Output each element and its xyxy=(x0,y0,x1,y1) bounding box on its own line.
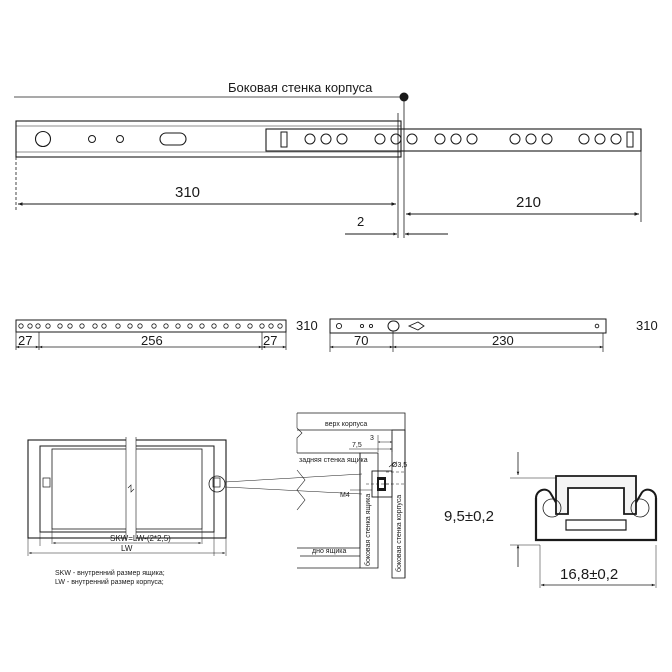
dim-210: 210 xyxy=(516,194,542,211)
profile-width: 16,8±0,2 xyxy=(560,566,619,583)
dim-310: 310 xyxy=(175,184,201,201)
back-wall-label: задняя стенка ящика xyxy=(299,457,368,464)
rail-b-length: 310 xyxy=(636,318,658,333)
top-of-case-label: верх корпуса xyxy=(325,421,368,428)
rail-a-drawing xyxy=(16,318,318,350)
dim-2: 2 xyxy=(357,214,365,229)
skw-formula: SKW=LW-(2*2,5) xyxy=(110,534,171,543)
dim-3: 3 xyxy=(370,435,374,442)
case-side-wall-label: боковая стенка корпуса xyxy=(396,494,403,572)
hole-diameter: Ø3,5 xyxy=(392,462,408,469)
rail-a-length: 310 xyxy=(296,318,318,333)
side-wall-title: Боковая стенка корпуса xyxy=(228,80,373,95)
mounting-detail xyxy=(297,413,407,578)
detail-callout-circle xyxy=(209,476,225,492)
note-lw: LW - внутренний размер корпуса; xyxy=(55,579,164,586)
lw-label: LW xyxy=(121,544,133,553)
outer-rail-body xyxy=(16,121,401,157)
top-rail-drawing xyxy=(14,80,641,238)
profile-height: 9,5±0,2 xyxy=(444,508,494,525)
drawer-bottom-label: дно ящика xyxy=(312,548,347,555)
rail-b-body xyxy=(330,319,606,333)
dim-256: 256 xyxy=(141,333,163,348)
dim-230: 230 xyxy=(492,333,514,348)
rail-profile-section xyxy=(444,452,656,588)
inner-rail-body xyxy=(266,129,641,151)
note-skw: SKW - внутренний размер ящика; xyxy=(55,570,165,577)
drawer-side-wall-label: боковая стенка ящика xyxy=(365,493,372,566)
m4-screw: M4 xyxy=(340,492,350,499)
dim-27-right: 27 xyxy=(263,333,278,348)
dim-27-left: 27 xyxy=(18,333,33,348)
rail-b-drawing xyxy=(330,318,658,352)
rail-a-body xyxy=(16,320,286,332)
dim-7-5: 7,5 xyxy=(352,442,362,449)
dim-70: 70 xyxy=(354,333,369,348)
